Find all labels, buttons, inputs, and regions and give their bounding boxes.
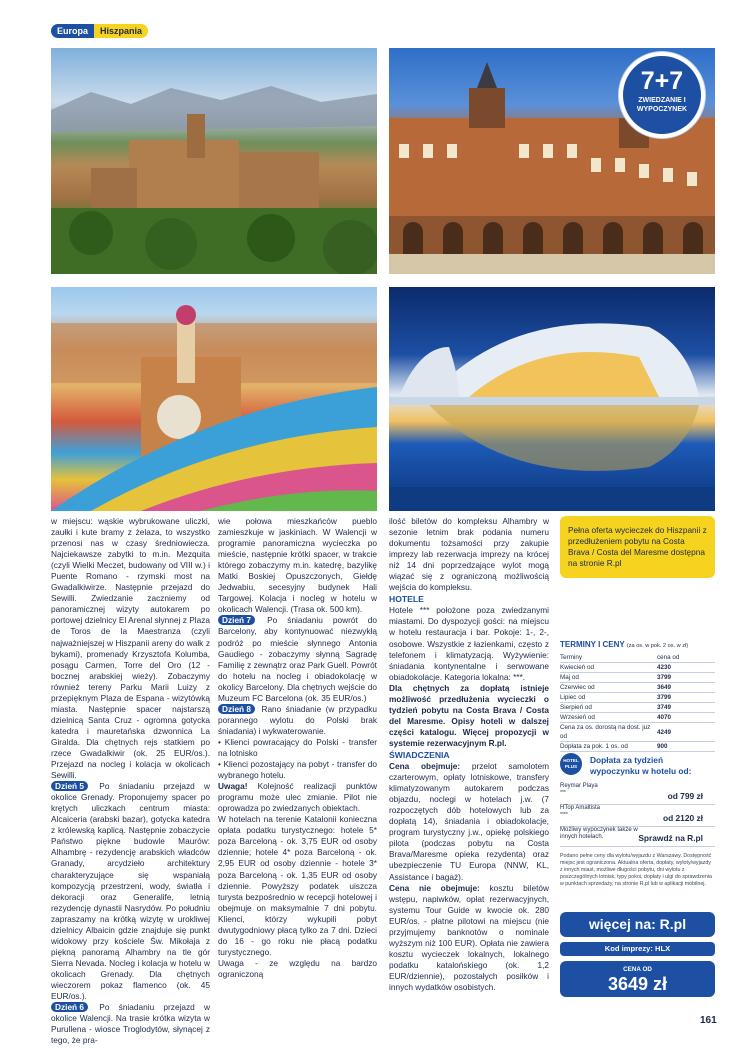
included-heading: ŚWIADCZENIA	[389, 749, 450, 760]
term-cell: Sierpień od	[560, 703, 657, 713]
hotel-stars: ***	[560, 790, 566, 797]
tour-type-badge	[619, 52, 705, 138]
table-row	[560, 673, 715, 683]
included-paragraph	[389, 761, 549, 883]
term-cell: Lipiec od	[560, 693, 657, 703]
hotels-paragraph: Hotele *** położone poza zwiedzanymi miastami. Do dyspozycji gości: na miejscu w hotelu restauracja i bar. Pokoje: 1-, 2-, osobowe. Wszystkie z łazienkami, często z telefonem i klimatyzacją. Wyżywienie: śniadania kontynentalne i serwowane obiadokolacje. Kategoria lokalna: ***.	[389, 605, 549, 682]
hotel-extension-title: Dopłata za tydzień wypoczynku w hotelu od:	[590, 755, 692, 776]
hotel-extension-row[interactable]	[560, 805, 715, 827]
hotel-stars: ****	[560, 812, 568, 819]
table-row	[560, 663, 715, 673]
itinerary-paragraph: wie połowa mieszkańców pueblo zamieszkuje w jaskiniach. W Walencji w programie panoramiczna wycieczka po mieście, następnie krótki spacer, w trakcie którego zobaczymy m.in. katedrę, bazylikę Matki Boskiej Opuszczonych, Giełdę Jedwabiu, secesyjny budynek Hali Targowej. Kolacja i nocleg w hotelu w okolicach Walencji. (Trasa ok. 500 km).	[218, 516, 377, 615]
badge-number: 7+7	[640, 67, 684, 95]
column-header-term: Terminy	[560, 653, 657, 663]
day-label: Dzień 5	[51, 781, 88, 791]
page-number: 161	[700, 1015, 717, 1026]
photo-valencia	[389, 287, 715, 511]
day-label: Dzień 7	[218, 615, 255, 625]
terms-heading	[560, 640, 715, 649]
term-cell: Wrzesień od	[560, 713, 657, 723]
day-label: Dzień 6	[51, 1002, 88, 1012]
table-row	[560, 713, 715, 723]
alhambra-note-start: Uwaga - ze względu na bardzo ograniczoną	[218, 957, 377, 979]
itinerary-column-3	[389, 516, 549, 993]
price-table-header	[560, 653, 715, 663]
tour-code: Kod imprezy: HLX	[560, 942, 715, 956]
hotel-price: od 799 zł	[667, 790, 703, 801]
day-description: Po śniadaniu przejazd w okolice Grenady. Proponujemy spacer po krętych uliczkach centrum miasta: Alcaiceria (arabski bazar), gotycka katedra z królewską kaplicą. Następnie zobaczycie Państwo piękne budowle Maurów: Alhambrę - rezydencję arabskich władców Granady, arcydzieło architektury charakteryzujące się wspaniałą kompozycją przestrzeni, wody, światła i dekoracji oraz Generalife, letnią rezydencję dynastii Nasrydów. Po południu zapraszamy na krótką wizytę w urokliwej dzielnicy Albaicin gdzie znajduje się punkt widokowy przy kościele Św. Mikołaja z piękną panoramą Alhambry na tle gór Sierra Nevada. Nocleg i kolacja w hotelu w okolicach Grenady. Dla chętnych wieczorem pokaz flamenco (ok. 45 EUR/os.).	[51, 781, 210, 1002]
term-cell: Kwiecień od	[560, 663, 657, 673]
price-cell: 4230	[657, 663, 715, 673]
table-row	[560, 693, 715, 703]
warning-text: Kolejność realizacji punktów programu może ulec zmianie. Pilot nie oprowadza po zwiedzanych obiektach.	[218, 781, 377, 814]
alhambra-note-end: ilość biletów do kompleksu Alhambry w sezonie letnim brak podania numeru dokumentu tożsamości przy zakupie imprezy lab rezerwacja imprezy na krócej niż 14 dni poprzedzające wylot mogą wiązać się z ograniczoną możliwością wejścia do kompleksu.	[389, 516, 549, 593]
included-text: przelot samolotem czarterowym, opłaty lotniskowe, transfery klimatyzowanym autokarem podczas objazdu, noclegi w hotelach j.w. (7 rozpoczętych dób hotelowych lub za dopłatą 14), śniadania i obiadokolacje, program turystyczny j.w., opiekę polskiego pilota (podczas pobytu na Costa Brava/Maresme opieka rezydenta) oraz ubezpieczenie TU Europa (NNW, KL, Assistance i bagaż).	[389, 761, 549, 882]
photo-park-guell	[51, 287, 377, 511]
price-table	[560, 653, 715, 752]
itinerary-day-5	[51, 781, 210, 1002]
excluded-paragraph	[389, 883, 549, 993]
price-disclaimer: Podano pełne ceny dla wylotu/wyjazdu z Warszawy. Dostępność miejsc jest ograniczona. Aktualna oferta, dopłaty, wyloty/wyjazdy z innych miast, możliwe długości pobytu, dni wylotu z poszczególnych lotnisk, typy pokoi, dopłaty i ulgi do sprawdzenia w punktach sprzedaży, na stronie R.pl lub w aplikacji mobilnej.	[560, 853, 712, 887]
itinerary-column-1	[51, 516, 210, 1046]
hotel-name: Reymar Playa	[560, 783, 598, 789]
price-from-value: 3649 zł	[607, 974, 668, 994]
price-cell: 3799	[657, 673, 715, 683]
breadcrumb-country[interactable]: Hiszpania	[94, 24, 148, 38]
price-cell: 4249	[657, 723, 715, 742]
warning-paragraph	[218, 781, 377, 814]
itinerary-day-6	[51, 1002, 210, 1046]
hotel-price: od 2120 zł	[662, 812, 703, 823]
price-cell: 4070	[657, 713, 715, 723]
more-info-button[interactable]: więcej na: R.pl	[560, 912, 715, 937]
terms-subtitle: (za os. w pok. 2 os. w zł)	[626, 643, 689, 649]
terms-title: TERMINY I CENY	[560, 640, 625, 649]
photo-alhambra	[51, 48, 377, 274]
park-guell-illustration	[51, 287, 377, 511]
badge-label: ZWIEDZANIE I WYPOCZYNEK	[636, 97, 688, 113]
itinerary-column-2	[218, 516, 377, 980]
hotel-price: Sprawdź na R.pl	[638, 832, 703, 843]
transfer-bullet: • Klienci powracający do Polski - transfer na lotnisko	[218, 736, 377, 758]
hotels-heading: HOTELE	[389, 594, 424, 605]
term-cell: Cena za os. dorostą na dost. juz od	[560, 723, 657, 742]
excluded-text: kosztu biletów wstępu, napiwków, opłat rezerwacyjnych, systemu Tour Guide w kwocie ok. 280 EUR/os. - płatne pilotowi na miejscu (nie przyjmujemy banknotów o nominale wyższym niż 100 EUR). Opłata nie zawiera kosztu wycieczek lokalnych, lokalnego podatku katalońskiego (ok. 1,2 EUR/dziennie), pozostałych posiłków i innych wydatków osobistych.	[389, 882, 549, 992]
itinerary-paragraph: w miejscu: wąskie wybrukowane uliczki, zaułki i kute bramy z żelaza, to wszystko przenosi nas w czasy średniowiecza. Najciekawsze zabytki to m.in. Mezquita (czyli Wielki Meczet, budowany od VIII w.) i Puente Romano - rzymski most na Gwadalkiwirze. Następnie przejazd do Sewilli. Zwiedzanie zaczniemy od panoramicznej wizyty autokarem po portowej dzielnicy El Arenal słynnej z Plaza de Toros de la Maestranza (czyli najważniejszej w Hiszpanii areny do walk z bykami), promenady Krzysztofa Kolumba, posągu Carmen, Torre del Oro (12 - bocznej arabskiej wieży). Zobaczymy również tereny Parku Marii Luizy z przepięknym Plaza de Espana - wizytówką miasta. Następnie spacer najstarszą dzielnicą Santa Cruz - ogromna gotycka katedra i mauretańska dzwonnica La Giralda. Dla chętnych rejs statkiem po rzece Gwadalkiwir (ok. 25 EUR/os.). Przejazd na nocleg i kolacja w okolicach Sewilli.	[51, 516, 210, 781]
itinerary-day-8	[218, 704, 377, 737]
hotel-extension-row[interactable]	[560, 783, 715, 805]
table-row	[560, 683, 715, 693]
price-cell: 3649	[657, 683, 715, 693]
hotel-name: Możliwy wypoczynek także w innych hotelach.	[560, 827, 638, 841]
term-cell: Czerwiec od	[560, 683, 657, 693]
price-cell: 3749	[657, 703, 715, 713]
itinerary-day-7	[218, 615, 377, 703]
alhambra-illustration	[51, 48, 377, 274]
price-from-label: CENA OD	[623, 966, 652, 973]
breadcrumb-region[interactable]: Europa	[51, 24, 94, 38]
column-header-price: cena od	[657, 653, 715, 663]
extension-paragraph: Dla chętnych za dopłatą istnieje możliwość przedłużenia wycieczki o tydzień pobytu na Costa Brava / Costa del Maresme. Opisy hoteli w dalszej części katalogu. Więcej propozycji w systemie rezerwacyjnym R.pl.	[389, 682, 549, 748]
warning-label: Uwaga!	[218, 781, 248, 792]
term-cell: Maj od	[560, 673, 657, 683]
hotel-extension-row[interactable]	[560, 827, 715, 847]
excluded-label: Cena nie obejmuje:	[389, 882, 480, 893]
tourist-tax-paragraph: W hotelach na terenie Katalonii konieczna opłata podatku turystycznego: hotele 5* poza Barceloną - ok. 3,75 EUR od osoby dziennie; hotele 4* poza Barceloną - ok. 2,95 EUR od osoby dziennie - hotele 3* poza Barceloną - ok. 1,35 EUR od osoby dziennie. Powyższy podatek uiszcza turysta bezpośrednio w recepcji hotelowej i obejmuje on maksymalnie 7 dni pobytu. Klienci, którzy wykupili pobyt dwutygodniowy płacą tylko za 7 dni. Dzieci do 16 - go roku nie płacą podatku turystycznego.	[218, 814, 377, 957]
table-row	[560, 723, 715, 742]
promo-box[interactable]: Pełna oferta wycieczek do Hiszpanii z przedłużeniem pobytu na Costa Brava / Costa del Maresme dostępna na stronie R.pl	[560, 516, 715, 578]
price-cell: 900	[657, 742, 715, 752]
table-row	[560, 742, 715, 752]
included-label: Cena obejmuje:	[389, 761, 461, 772]
breadcrumb	[51, 24, 148, 38]
day-description: Rano śniadanie (w przypadku porannego wylotu do Polski brak śniadania) i wykwaterowanie.	[218, 703, 377, 736]
day-label: Dzień 8	[218, 704, 255, 714]
table-row	[560, 703, 715, 713]
day-description: Po śniadaniu powrót do Barcelony, aby kontynuować niezwykłą podróż po mieście słynnego Antonia Gaudiego - zobaczymy słynną Sagradę Familię z zewnątrz oraz Park Guell. Powrót do hotelu na nocleg i obiadokolację w okolicy Barcelony. Dla chętnych wejście do Muzeum FC Barcelona (ok. 35 EUR/os.)	[218, 615, 378, 703]
hotel-plus-icon: HOTEL PLUS	[560, 753, 582, 775]
day-description: Po śniadaniu przejazd w okolice Walencji. Na trasie krótka wizyta w Purullena - wiosce Troglodytów, słynącej z tego, że pra-	[51, 1002, 210, 1046]
valencia-illustration	[389, 287, 715, 511]
hotel-name: HTop Amaltista	[560, 805, 601, 811]
price-cell: 3799	[657, 693, 715, 703]
term-cell: Dopłata za pok. 1 os. od	[560, 742, 657, 752]
transfer-bullet: • Klienci pozostający na pobyt - transfer do wybranego hotelu.	[218, 759, 377, 781]
price-from-box[interactable]	[560, 961, 715, 997]
